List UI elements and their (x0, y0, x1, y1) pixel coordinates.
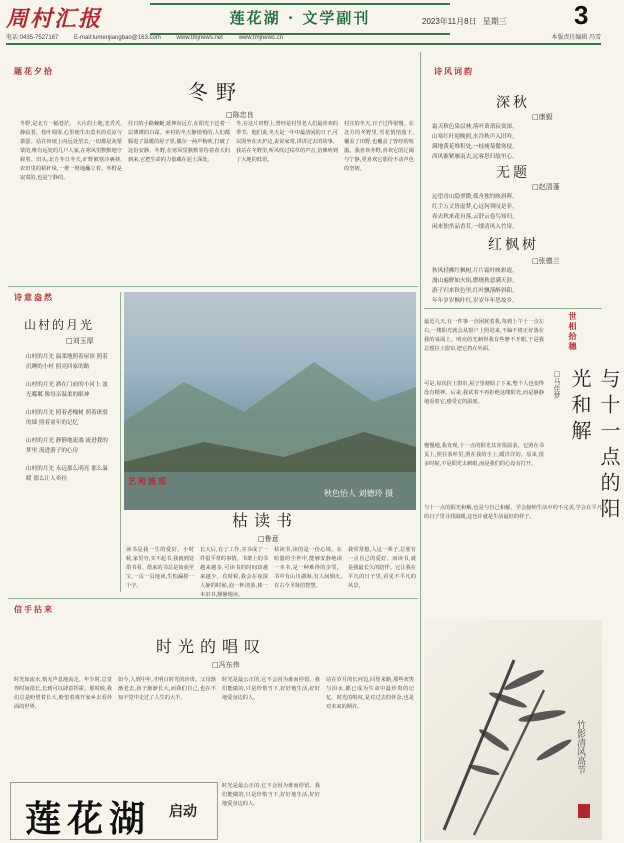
untitled-poem-body (432, 192, 600, 232)
moon-stanza: 山村的月光 洒在门前的小河上 波光粼粼 像母亲温柔的眼神 (26, 382, 108, 398)
page-number: 3 (574, 0, 589, 30)
poem-title-maple: 红枫树 (488, 237, 539, 253)
article-title-reading: 枯读书 (232, 511, 299, 530)
winter-column-4: 村庄的冬天,日子过得很慢。在北方的冬野里,雪花悄悄落下,覆盖了田野,也覆盖了曾经的喧嚣。我喜欢冬野,喜欢它的辽阔与宁静,更喜欢它那份不动声色的坚韧。 (344, 121, 414, 172)
eleven-column-3: 慢慢地,我发现,十一点的阳光其实很温柔。它照在书页上,照在茶杯里,照在我的手上,暖洋洋的。原来,很多时候,不是阳光太刺眼,而是我们的心没有打开。 (424, 443, 544, 467)
article-title-eleven: 与十一点的阳光和解 (568, 368, 621, 524)
brand-sub: 启动 (169, 804, 197, 820)
untitled-line: 红尘万丈皆虚梦,心远何须叹是非。 (432, 204, 518, 210)
email-link[interactable]: E-mail:lumenjiangbao@163.com (74, 35, 161, 41)
newspaper-logo: 周村汇报 (6, 6, 103, 32)
maple-line: 年年岁岁枫叶红,岁岁年年思故乡。 (432, 298, 518, 304)
painting-inscription: 竹影清风高节 (575, 720, 585, 774)
poem-title-autumn: 深秋 (496, 95, 530, 111)
date-text: 2023年11月8日 (422, 17, 477, 26)
section-label-life: 世相拾穗 (568, 312, 578, 352)
untitled-line: 闲来独坐品香茗,一缕清风入竹扉。 (432, 224, 518, 230)
eleven-column-4: 与十一点的阳光和解,也是与自己和解。学会接纳生活中的不完美,学会在平凡的日子里寻找温暖,这也许就是生活最好的样子。 (424, 505, 602, 520)
phone-text: 电话:0435-7527167 (6, 35, 59, 41)
autumn-line: 西风渐紧雁南去,远客思归故里心。 (432, 154, 518, 160)
article-author-winter: □陈忠良 (226, 111, 254, 119)
moon-stanza: 山村的月光 永远那么明亮 那么温暖 那么让人牵挂 (26, 466, 108, 482)
poem-author-maple: □张德兰 (532, 257, 560, 265)
brand-block (10, 782, 218, 840)
moon-stanza: 山村的月光 温柔地照着屋顶 照着沉睡的小村 照亮回家的路 (26, 354, 108, 370)
time-column-1: 时光如流水,悄无声息地流走。年少时,总觉得时间很长,长到可以肆意挥霍。那时候,我们总是盼望着长大,盼望着离开家乡去看外面的世界。 (14, 677, 112, 710)
autumn-poem-body (432, 122, 600, 162)
time-column-extra: 时光是最公正的,它不会因为谁而停留。我们能做的,只是珍惜当下,好好地生活,好好地爱身边的人。 (222, 783, 320, 807)
eleven-column-2: 可是,每次拉上窗帘,屋子里便暗了下来,整个人也变得没有精神。后来,我试着不再拒绝这缕阳光,而是静静地看着它,感受它的温度。 (424, 381, 544, 405)
winter-column-1: 冬野,是北方一幅苍茫。 大片的土地,光秃秃,静寂着。枝叶凋零,心里便生出莫名的荒凉与萧瑟。站在田埂上向远处望去,一切都是灰蒙蒙的,唯有远处的几户人家,在寒风里默默地守候着。田头,北方冬日冬天,旷野被寒冷裹挟,农田里的秸秆垛,一堆一堆地矗立着。冬野是寂寞的,也是宁静的。 (20, 121, 122, 181)
poem-title-moon: 山村的月光 (24, 318, 95, 332)
untitled-line: 远望青山隐翠微,孤舟独钓映斜晖。 (432, 194, 518, 200)
autumn-line: 霜天秋色染层林,落叶萧萧寂寞深。 (432, 124, 518, 130)
time-column-4: 站在岁月的长河边,回望来路,那些欢笑与泪水,都已成为生命中最珍贵的记忆。时光的唱叹,是对过去的怀念,也是对未来的期许。 (326, 677, 414, 710)
moon-stanza: 山村的月光 静静地流淌 流进我的梦里 流进游子的心房 (26, 438, 108, 454)
section-masthead (150, 3, 450, 35)
moon-stanza: 山村的月光 照着老槐树 照着斑驳的墙 照着童年的记忆 (26, 410, 108, 426)
divider (8, 598, 418, 599)
article-author-reading: □鲁意 (258, 535, 279, 543)
poem-author-untitled: □赵清蓬 (532, 183, 560, 191)
section-label-arts: 艺苑流觅 (128, 476, 168, 486)
brand-name: 莲花湖 (25, 798, 152, 840)
reading-column-3: 枯读书,读的是一份心境。在喧嚣的尘世中,能够安静地读一本书,是一种难得的享受。书中有山川湖海,有人间烟火,有古今圣贤的智慧。 (274, 547, 342, 589)
website-link-1[interactable]: www.tmjnews.net (176, 35, 223, 41)
painting-seal (578, 804, 590, 818)
maple-line: 漫山遍野如火焰,燃烧秋意满天涯。 (432, 278, 518, 284)
moon-poem-body (26, 352, 108, 484)
eleven-column-1: 最近几天,有一件事一直困扰着我,每到上午十一点左右,一缕阳光就会从窗户上照进来,不偏不倚正好落在我的桌面上。明亮的光刺得我有些睁不开眼,于是我总想拉上窗帘,把它挡在外面。 (424, 319, 544, 352)
divider (424, 308, 602, 309)
photo-caption: 秋色怡人 刘德玲 摄 (324, 489, 394, 498)
divider (420, 52, 421, 842)
contact-bar (6, 32, 601, 45)
time-column-3: 时光是最公正的,它不会因为谁而停留。我们能做的,只是珍惜当下,好好地生活,好好地爱身边的人。 (222, 677, 320, 701)
section-label-nostalgia: 题花夕拾 (14, 66, 54, 76)
reading-column-4: 我常常想,人这一辈子,总要有一点自己的爱好。而读书,就是我最长久的陪伴。它让我在平凡的日子里,看见不平凡的风景。 (348, 547, 416, 589)
maple-poem-body (432, 266, 600, 306)
winter-column-3: 冬,在这片田野上,曾经是村里老人们最喜欢的季节。他们说,冬天是一年中最清闲的日子,可以围坐在火炉边,说说家常,讲讲过去的故事。我站在冬野里,听风吹过枯草的声音,仿佛听到了大地的低语。 (236, 121, 338, 163)
poem-author-autumn: □康毅 (532, 113, 553, 121)
article-title-time: 时光的唱叹 (156, 637, 267, 656)
section-label-poetry: 诗意盎然 (14, 292, 54, 302)
autumn-line: 山寒红叶迎晚照,水冷秋声入旧吟。 (432, 134, 518, 140)
editor-text: 本版责任编辑 冯雪 (551, 35, 601, 41)
weekday-text: 星期三 (482, 17, 507, 26)
bamboo-painting (424, 620, 602, 840)
section-label-verse: 诗风词韵 (434, 66, 474, 76)
divider (8, 286, 418, 287)
poem-author-moon: □刘玉厚 (66, 337, 94, 345)
maple-line: 秋风轻拂红枫树,片片霜叶映彩霞。 (432, 268, 518, 274)
time-column-2: 如今,人到中年,才明白时光的珍贵。父母渐渐老去,孩子渐渐长大,而我们自己,也在不知不觉中走过了人生的大半。 (118, 677, 216, 701)
issue-date (422, 16, 507, 27)
section-title: 莲花湖 · 文学副刊 (229, 9, 371, 27)
section-label-essay: 信手拈来 (14, 604, 54, 614)
article-author-eleven: □马佳梦 (553, 370, 561, 399)
article-title-winter: 冬野 (188, 80, 244, 104)
divider (120, 292, 121, 592)
article-author-time: □冯东伟 (212, 661, 240, 669)
winter-column-2: 往日的小路蜿蜒,延伸向远方,在阳光下泛着一层薄薄的白霜。乡村的冬天静悄悄的,人们都躲进了温暖的屋子里,偶尔一两声狗吠,打破了这份安静。冬野,在寒风里默默等待着春天的到来,它把生命的力量藏在泥土深处。 (128, 121, 230, 163)
untitled-line: 春去秋来花自落,云舒云卷鸟知归。 (432, 214, 518, 220)
autumn-line: 满地黄花堆积处,一枝瘦菊傲寒侵。 (432, 144, 518, 150)
website-link-2[interactable]: www.tmjnews.cn (238, 35, 283, 41)
reading-column-1: 读书是我一生的爱好。小时候,家里穷,买不起书,我就到处借书看。借来的书总是如获至宝,一页一页地读,生怕漏掉一个字。 (126, 547, 194, 589)
poem-title-untitled: 无题 (496, 165, 530, 181)
reading-column-2: 长大后,有了工作,买书成了一件很平常的事情。书架上的书越来越多,可读书的时间却越来越少。有时候,我会在夜深人静的时候,泡一杯清茶,捧一本旧书,静静地读。 (200, 547, 268, 598)
maple-line: 游子归来秋色里,红叶飘落醉斜阳。 (432, 288, 518, 294)
